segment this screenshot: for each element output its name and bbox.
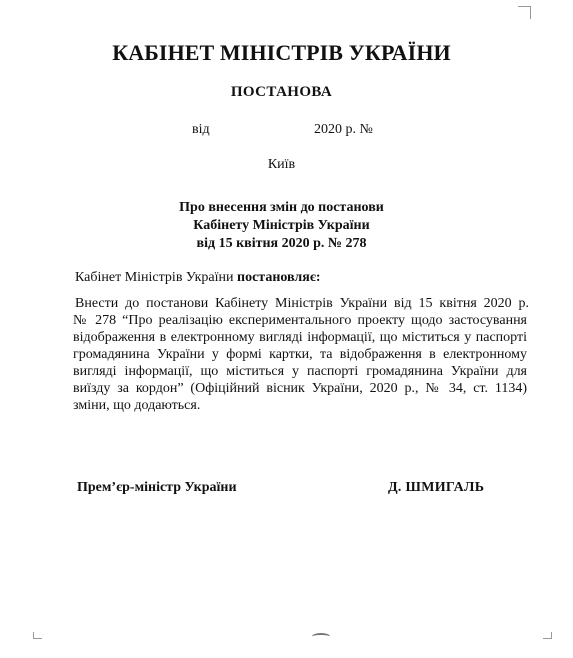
resolution-intro	[75, 270, 321, 286]
scan-corner-mark	[518, 6, 531, 19]
body-line-text: Внести до постанови Кабінету Міністрів України від 15 квітня 2020 р.	[75, 296, 529, 311]
intro-verb: постановляє:	[237, 270, 321, 285]
document-type: ПОСТАНОВА	[230, 84, 333, 100]
body-line-text: виїзду за кордон” (Офіційний вісник України, 2020 р., № 34, ст. 1134)	[73, 381, 527, 396]
body-line	[73, 363, 527, 380]
issuer-heading: КАБІНЕТ МІНІСТРІВ УКРАЇНИ	[112, 40, 451, 65]
city: Київ	[267, 157, 296, 172]
scan-center-mark	[312, 633, 330, 640]
scan-corner-mark	[543, 632, 552, 639]
body-line-text: зміни, що додаються.	[73, 398, 201, 413]
body-line-text: вигляді інформації, що міститься у паспорті громадянина України для	[73, 364, 527, 379]
body-line	[73, 397, 200, 414]
date-prefix: від	[192, 122, 210, 137]
body-line-text: громадянина України у формі картки, та відображення в електронному	[73, 347, 527, 362]
body-line	[73, 380, 527, 397]
subject-line: Про внесення змін до постанови	[179, 200, 384, 215]
body-line	[75, 295, 529, 312]
subject-line: від 15 квітня 2020 р. № 278	[196, 236, 367, 251]
date-number: 2020 р. №	[314, 122, 373, 137]
body-line-text: № 278 “Про реалізацію експериментального проекту щодо застосування	[73, 313, 527, 328]
body-line	[73, 312, 527, 329]
body-line	[73, 329, 527, 346]
signatory-title: Прем’єр-міністр України	[77, 480, 237, 495]
subject-line: Кабінету Міністрів України	[193, 218, 370, 233]
scan-corner-mark	[33, 632, 42, 639]
signatory-name: Д. ШМИГАЛЬ	[388, 480, 485, 495]
body-line-text: відображення в електронному вигляді інформації, що міститься у паспорті	[73, 330, 527, 345]
intro-text: Кабінет Міністрів України	[75, 270, 237, 285]
body-line	[73, 346, 527, 363]
